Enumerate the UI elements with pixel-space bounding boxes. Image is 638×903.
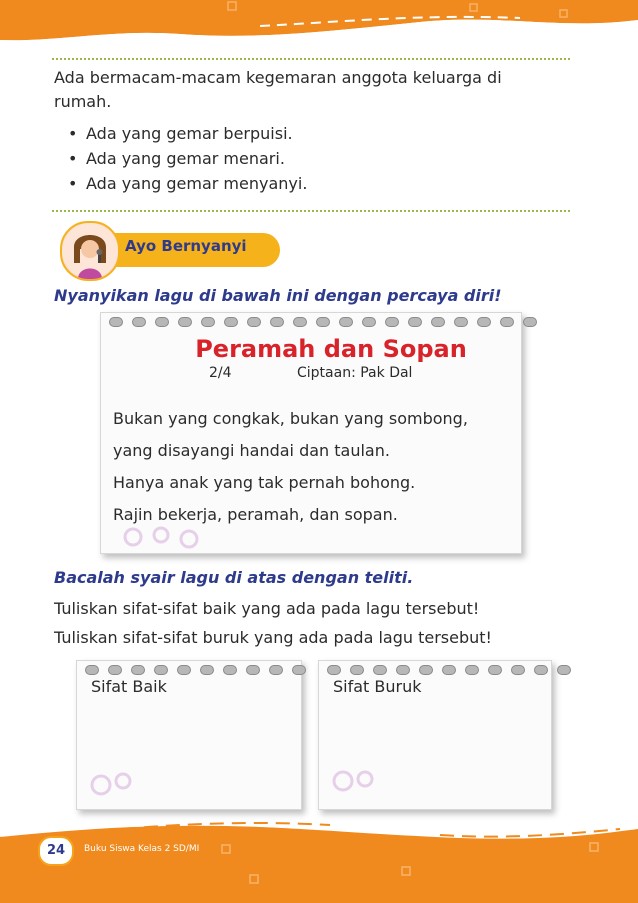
list-item — [68, 121, 307, 146]
ring-icon — [511, 665, 525, 675]
ring-icon — [177, 665, 191, 675]
ring-icon — [292, 665, 306, 675]
bad-traits-box[interactable] — [318, 660, 552, 810]
bullet-icon: • — [68, 149, 78, 168]
ring-icon — [246, 665, 260, 675]
intro-text — [54, 66, 502, 114]
ring-icon — [269, 665, 283, 675]
list-item-text: Ada yang gemar menyanyi. — [86, 174, 308, 193]
bullet-icon: • — [68, 174, 78, 193]
ring-icon — [108, 665, 122, 675]
lyric-line-4: Rajin bekerja, peramah, dan sopan. — [113, 505, 398, 524]
ring-icon — [557, 665, 571, 675]
list-item-text: Ada yang gemar berpuisi. — [86, 124, 293, 143]
intro-line-2: rumah. — [54, 92, 112, 111]
list-item — [68, 146, 307, 171]
ring-icon — [339, 317, 353, 327]
section-badge — [60, 221, 282, 279]
flower-decoration-icon — [327, 761, 387, 801]
ring-icon — [488, 665, 502, 675]
ring-icon — [465, 665, 479, 675]
song-meter: 2/4 — [209, 365, 232, 381]
task-good: Tuliskan sifat-sifat baik yang ada pada lagu tersebut! — [54, 599, 480, 618]
ring-icon — [442, 665, 456, 675]
song-title: Peramah dan Sopan — [195, 335, 467, 363]
lyric-line-2: yang disayangi handai dan taulan. — [113, 441, 390, 460]
lyric-line-1: Bukan yang congkak, bukan yang sombong, — [113, 409, 468, 428]
ring-icon — [316, 317, 330, 327]
ring-icon — [154, 665, 168, 675]
good-traits-box[interactable] — [76, 660, 302, 810]
ring-icon — [200, 665, 214, 675]
hobby-list — [68, 121, 307, 196]
flower-decoration-icon — [119, 523, 209, 551]
ring-icon — [155, 317, 169, 327]
ring-icon — [131, 665, 145, 675]
list-item-text: Ada yang gemar menari. — [86, 149, 285, 168]
bullet-icon: • — [68, 124, 78, 143]
book-title: Buku Siswa Kelas 2 SD/MI — [84, 844, 200, 854]
singing-girl-icon — [60, 221, 120, 281]
ring-icon — [223, 665, 237, 675]
ring-icon — [201, 317, 215, 327]
top-banner — [0, 0, 638, 48]
ring-icon — [224, 317, 238, 327]
ring-icon — [350, 665, 364, 675]
ring-icon — [523, 317, 537, 327]
good-traits-label: Sifat Baik — [91, 677, 167, 696]
lyric-line-3: Hanya anak yang tak pernah bohong. — [113, 473, 416, 492]
ring-icon — [178, 317, 192, 327]
ring-icon — [247, 317, 261, 327]
page-number: 24 — [38, 836, 74, 866]
instruction-read: Bacalah syair lagu di atas dengan teliti. — [54, 568, 414, 587]
ring-icon — [500, 317, 514, 327]
ring-icon — [270, 317, 284, 327]
ring-icon — [419, 665, 433, 675]
binder-rings — [85, 665, 306, 675]
ring-icon — [85, 665, 99, 675]
song-card — [100, 312, 522, 554]
divider-bottom — [52, 210, 570, 212]
ring-icon — [373, 665, 387, 675]
binder-rings — [109, 317, 537, 327]
bad-traits-label: Sifat Buruk — [333, 677, 422, 696]
list-item — [68, 171, 307, 196]
ring-icon — [385, 317, 399, 327]
ring-icon — [408, 317, 422, 327]
instruction-sing: Nyanyikan lagu di bawah ini dengan percaya diri! — [54, 286, 502, 305]
binder-rings — [327, 665, 571, 675]
ring-icon — [327, 665, 341, 675]
ring-icon — [293, 317, 307, 327]
ring-icon — [534, 665, 548, 675]
ring-icon — [431, 317, 445, 327]
flower-decoration-icon — [85, 765, 145, 805]
ring-icon — [454, 317, 468, 327]
footer-banner — [0, 805, 638, 903]
ring-icon — [396, 665, 410, 675]
intro-line-1: Ada bermacam-macam kegemaran anggota keluarga di — [54, 68, 502, 87]
divider-top — [52, 58, 570, 60]
song-composer: Ciptaan: Pak Dal — [297, 365, 413, 381]
badge-label: Ayo Bernyanyi — [125, 237, 247, 255]
ring-icon — [362, 317, 376, 327]
ring-icon — [477, 317, 491, 327]
ring-icon — [109, 317, 123, 327]
task-bad: Tuliskan sifat-sifat buruk yang ada pada lagu tersebut! — [54, 628, 492, 647]
ring-icon — [132, 317, 146, 327]
